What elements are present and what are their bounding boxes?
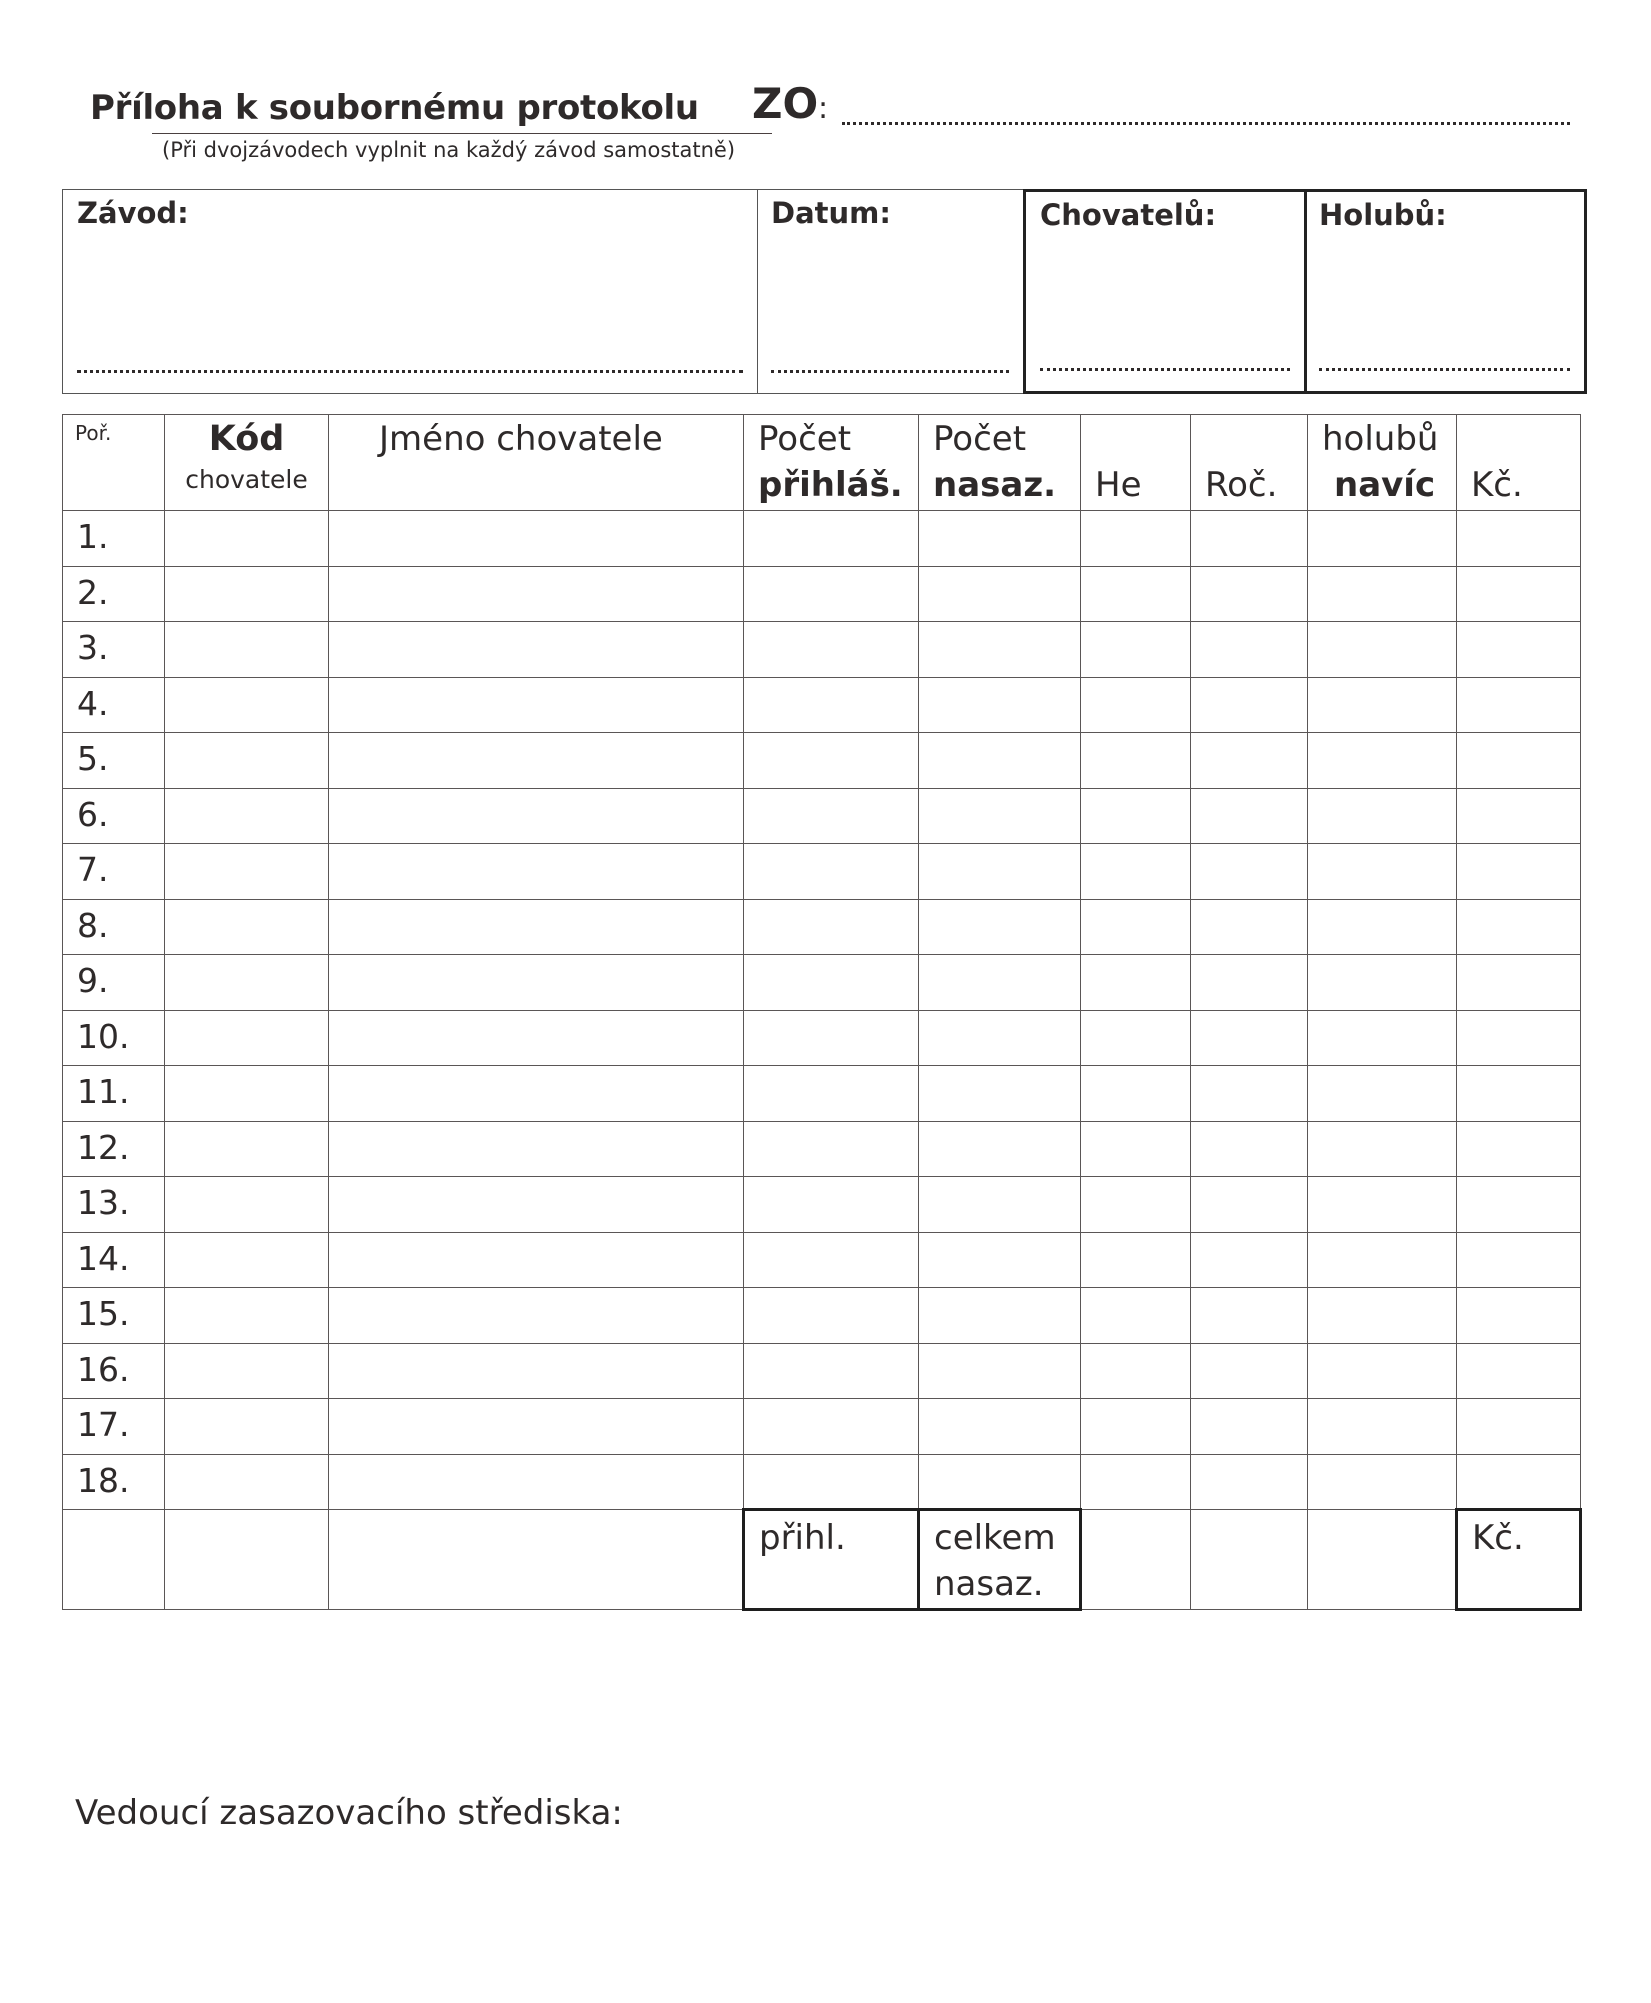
footer-cell <box>329 1510 744 1610</box>
cell-kod[interactable] <box>165 1121 329 1177</box>
cell-roc[interactable] <box>1191 788 1308 844</box>
cell-pocet-prihlas[interactable] <box>744 566 919 622</box>
cell-jmeno[interactable] <box>329 1454 744 1510</box>
cell-jmeno[interactable] <box>329 1121 744 1177</box>
cell-pocet-prihlas[interactable] <box>744 955 919 1011</box>
footer-celkem-nasaz-total[interactable]: celkem nasaz. <box>919 1510 1081 1610</box>
cell-kod[interactable] <box>165 511 329 567</box>
table-row <box>63 622 1581 678</box>
cell-kod[interactable] <box>165 1399 329 1455</box>
holubu-fill-line[interactable] <box>1319 368 1570 371</box>
cell-pocet-prihlas[interactable] <box>744 1288 919 1344</box>
cell-jmeno[interactable] <box>329 622 744 678</box>
cell-holubu-navic[interactable] <box>1308 677 1457 733</box>
row-number: 3. <box>63 622 165 678</box>
cell-pocet-prihlas[interactable] <box>744 788 919 844</box>
cell-pocet-prihlas[interactable] <box>744 1232 919 1288</box>
row-number: 7. <box>63 844 165 900</box>
cell-jmeno[interactable] <box>329 1010 744 1066</box>
row-number: 14. <box>63 1232 165 1288</box>
cell-kod[interactable] <box>165 1010 329 1066</box>
cell-roc[interactable] <box>1191 844 1308 900</box>
cell-he[interactable] <box>1081 1066 1191 1122</box>
cell-kod[interactable] <box>165 844 329 900</box>
cell-jmeno[interactable] <box>329 1066 744 1122</box>
footer-cell <box>1191 1510 1308 1610</box>
row-number: 10. <box>63 1010 165 1066</box>
cell-holubu-navic[interactable] <box>1308 1454 1457 1510</box>
cell-jmeno[interactable] <box>329 733 744 789</box>
cell-roc[interactable] <box>1191 955 1308 1011</box>
cell-kc[interactable] <box>1457 844 1581 900</box>
cell-kc[interactable] <box>1457 1177 1581 1233</box>
cell-holubu-navic[interactable] <box>1308 788 1457 844</box>
cell-kod[interactable] <box>165 733 329 789</box>
cell-he[interactable] <box>1081 788 1191 844</box>
table-row <box>63 844 1581 900</box>
table-row <box>63 1343 1581 1399</box>
col-header-holubu-navic: holubů navíc <box>1308 415 1457 511</box>
table-row <box>63 899 1581 955</box>
cell-jmeno[interactable] <box>329 955 744 1011</box>
cell-roc[interactable] <box>1191 1343 1308 1399</box>
col-header-jmeno: Jméno chovatele <box>329 415 744 511</box>
zavod-box[interactable] <box>62 189 758 394</box>
cell-jmeno[interactable] <box>329 511 744 567</box>
cell-kc[interactable] <box>1457 677 1581 733</box>
cell-pocet-prihlas[interactable] <box>744 844 919 900</box>
cell-pocet-nasaz[interactable] <box>919 1177 1081 1233</box>
cell-pocet-nasaz[interactable] <box>919 955 1081 1011</box>
cell-pocet-prihlas[interactable] <box>744 1343 919 1399</box>
cell-pocet-prihlas[interactable] <box>744 1010 919 1066</box>
table-row <box>63 1066 1581 1122</box>
breeders-table <box>62 414 1582 1611</box>
cell-jmeno[interactable] <box>329 899 744 955</box>
cell-roc[interactable] <box>1191 899 1308 955</box>
cell-jmeno[interactable] <box>329 788 744 844</box>
datum-fill-line[interactable] <box>771 370 1009 373</box>
cell-roc[interactable] <box>1191 677 1308 733</box>
form-header <box>90 79 1570 168</box>
cell-jmeno[interactable] <box>329 1288 744 1344</box>
row-number: 16. <box>63 1343 165 1399</box>
cell-pocet-nasaz[interactable] <box>919 566 1081 622</box>
cell-kc[interactable] <box>1457 622 1581 678</box>
zavod-fill-line[interactable] <box>77 370 743 373</box>
cell-holubu-navic[interactable] <box>1308 1232 1457 1288</box>
cell-roc[interactable] <box>1191 1177 1308 1233</box>
cell-kc[interactable] <box>1457 566 1581 622</box>
footer-prihl-total[interactable]: přihl. <box>744 1510 919 1610</box>
col-header-kc: Kč. <box>1457 415 1581 511</box>
cell-holubu-navic[interactable] <box>1308 1399 1457 1455</box>
cell-kc[interactable] <box>1457 1232 1581 1288</box>
cell-kc[interactable] <box>1457 1399 1581 1455</box>
cell-pocet-prihlas[interactable] <box>744 733 919 789</box>
datum-box[interactable] <box>757 189 1024 394</box>
table-row <box>63 1010 1581 1066</box>
cell-kod[interactable] <box>165 1454 329 1510</box>
cell-kc[interactable] <box>1457 1454 1581 1510</box>
col-header-kod: Kód chovatele <box>165 415 329 511</box>
table-row <box>63 566 1581 622</box>
col-header-por: Poř. <box>63 415 165 511</box>
cell-roc[interactable] <box>1191 1066 1308 1122</box>
cell-kc[interactable] <box>1457 899 1581 955</box>
col-header-pocet-nasaz: Počet nasaz. <box>919 415 1081 511</box>
cell-pocet-nasaz[interactable] <box>919 788 1081 844</box>
cell-holubu-navic[interactable] <box>1308 622 1457 678</box>
cell-he[interactable] <box>1081 1177 1191 1233</box>
cell-jmeno[interactable] <box>329 1177 744 1233</box>
col-header-he: He <box>1081 415 1191 511</box>
cell-he[interactable] <box>1081 622 1191 678</box>
cell-pocet-prihlas[interactable] <box>744 622 919 678</box>
col-header-roc: Roč. <box>1191 415 1308 511</box>
cell-pocet-nasaz[interactable] <box>919 622 1081 678</box>
datum-label: Datum: <box>771 196 891 230</box>
holubu-box[interactable] <box>1305 189 1587 394</box>
cell-holubu-navic[interactable] <box>1308 566 1457 622</box>
cell-he[interactable] <box>1081 677 1191 733</box>
cell-holubu-navic[interactable] <box>1308 844 1457 900</box>
table-row <box>63 511 1581 567</box>
footer-cell <box>165 1510 329 1610</box>
footer-cell <box>63 1510 165 1610</box>
race-info-section <box>62 189 1584 394</box>
form-title: Příloha k soubornému protokolu <box>90 88 699 128</box>
table-row <box>63 955 1581 1011</box>
cell-kc[interactable] <box>1457 733 1581 789</box>
cell-holubu-navic[interactable] <box>1308 955 1457 1011</box>
chovatelu-box[interactable] <box>1023 189 1307 394</box>
cell-he[interactable] <box>1081 955 1191 1011</box>
cell-he[interactable] <box>1081 1010 1191 1066</box>
cell-pocet-nasaz[interactable] <box>919 677 1081 733</box>
cell-jmeno[interactable] <box>329 844 744 900</box>
cell-kc[interactable] <box>1457 955 1581 1011</box>
cell-pocet-nasaz[interactable] <box>919 1066 1081 1122</box>
zo-colon: : <box>818 91 829 126</box>
form-subtitle: (Při dvojzávodech vyplnit na každý závod samostatně) <box>162 138 736 162</box>
cell-pocet-nasaz[interactable] <box>919 1399 1081 1455</box>
cell-jmeno[interactable] <box>329 1232 744 1288</box>
cell-holubu-navic[interactable] <box>1308 899 1457 955</box>
table-row <box>63 1454 1581 1510</box>
table-header-row <box>63 415 1581 511</box>
table-row <box>63 788 1581 844</box>
cell-roc[interactable] <box>1191 511 1308 567</box>
cell-he[interactable] <box>1081 844 1191 900</box>
table-body <box>63 511 1581 1510</box>
cell-pocet-prihlas[interactable] <box>744 677 919 733</box>
row-number: 4. <box>63 677 165 733</box>
cell-kod[interactable] <box>165 1177 329 1233</box>
cell-pocet-prihlas[interactable] <box>744 1177 919 1233</box>
row-number: 11. <box>63 1066 165 1122</box>
row-number: 17. <box>63 1399 165 1455</box>
row-number: 5. <box>63 733 165 789</box>
cell-roc[interactable] <box>1191 1232 1308 1288</box>
cell-holubu-navic[interactable] <box>1308 1288 1457 1344</box>
title-underline <box>152 133 772 134</box>
cell-pocet-nasaz[interactable] <box>919 844 1081 900</box>
zo-fill-line[interactable] <box>842 122 1570 125</box>
cell-kc[interactable] <box>1457 1343 1581 1399</box>
cell-kod[interactable] <box>165 1343 329 1399</box>
cell-he[interactable] <box>1081 1399 1191 1455</box>
table-row <box>63 1399 1581 1455</box>
cell-pocet-nasaz[interactable] <box>919 899 1081 955</box>
zo-label: ZO <box>752 79 819 128</box>
table-row <box>63 1288 1581 1344</box>
cell-roc[interactable] <box>1191 1121 1308 1177</box>
cell-jmeno[interactable] <box>329 1399 744 1455</box>
cell-he[interactable] <box>1081 1343 1191 1399</box>
cell-pocet-nasaz[interactable] <box>919 1232 1081 1288</box>
cell-roc[interactable] <box>1191 1288 1308 1344</box>
cell-holubu-navic[interactable] <box>1308 733 1457 789</box>
cell-kod[interactable] <box>165 1232 329 1288</box>
signature-label: Vedoucí zasazovacího střediska: <box>75 1793 623 1833</box>
cell-holubu-navic[interactable] <box>1308 1121 1457 1177</box>
cell-kc[interactable] <box>1457 788 1581 844</box>
table-row <box>63 733 1581 789</box>
cell-pocet-nasaz[interactable] <box>919 1288 1081 1344</box>
cell-roc[interactable] <box>1191 1010 1308 1066</box>
cell-roc[interactable] <box>1191 733 1308 789</box>
cell-jmeno[interactable] <box>329 677 744 733</box>
cell-pocet-prihlas[interactable] <box>744 1066 919 1122</box>
cell-holubu-navic[interactable] <box>1308 1177 1457 1233</box>
chovatelu-label: Chovatelů: <box>1040 198 1217 232</box>
table-footer-row <box>63 1510 1581 1610</box>
cell-roc[interactable] <box>1191 566 1308 622</box>
cell-pocet-prihlas[interactable] <box>744 1121 919 1177</box>
footer-kc-total[interactable]: Kč. <box>1457 1510 1581 1610</box>
table-row <box>63 677 1581 733</box>
cell-he[interactable] <box>1081 1232 1191 1288</box>
cell-roc[interactable] <box>1191 1399 1308 1455</box>
cell-kod[interactable] <box>165 622 329 678</box>
cell-pocet-prihlas[interactable] <box>744 511 919 567</box>
cell-kod[interactable] <box>165 1066 329 1122</box>
cell-pocet-nasaz[interactable] <box>919 1454 1081 1510</box>
table-row <box>63 1232 1581 1288</box>
cell-kod[interactable] <box>165 566 329 622</box>
cell-kod[interactable] <box>165 788 329 844</box>
footer-cell <box>1308 1510 1457 1610</box>
holubu-label: Holubů: <box>1319 198 1447 232</box>
cell-pocet-nasaz[interactable] <box>919 1343 1081 1399</box>
cell-holubu-navic[interactable] <box>1308 1343 1457 1399</box>
cell-jmeno[interactable] <box>329 1343 744 1399</box>
cell-pocet-nasaz[interactable] <box>919 733 1081 789</box>
row-number: 18. <box>63 1454 165 1510</box>
cell-he[interactable] <box>1081 511 1191 567</box>
cell-he[interactable] <box>1081 899 1191 955</box>
zavod-label: Závod: <box>77 196 189 230</box>
cell-kc[interactable] <box>1457 1121 1581 1177</box>
row-number: 1. <box>63 511 165 567</box>
cell-kod[interactable] <box>165 677 329 733</box>
cell-he[interactable] <box>1081 1454 1191 1510</box>
row-number: 12. <box>63 1121 165 1177</box>
cell-pocet-nasaz[interactable] <box>919 1121 1081 1177</box>
cell-roc[interactable] <box>1191 1454 1308 1510</box>
cell-he[interactable] <box>1081 1121 1191 1177</box>
cell-kod[interactable] <box>165 1288 329 1344</box>
cell-he[interactable] <box>1081 733 1191 789</box>
cell-pocet-prihlas[interactable] <box>744 1454 919 1510</box>
cell-pocet-prihlas[interactable] <box>744 899 919 955</box>
cell-roc[interactable] <box>1191 622 1308 678</box>
cell-pocet-nasaz[interactable] <box>919 1010 1081 1066</box>
cell-kod[interactable] <box>165 955 329 1011</box>
row-number: 15. <box>63 1288 165 1344</box>
cell-kc[interactable] <box>1457 1010 1581 1066</box>
cell-kc[interactable] <box>1457 1066 1581 1122</box>
row-number: 2. <box>63 566 165 622</box>
table-row <box>63 1121 1581 1177</box>
cell-pocet-nasaz[interactable] <box>919 511 1081 567</box>
col-header-pocet-prihlas: Počet přihláš. <box>744 415 919 511</box>
cell-he[interactable] <box>1081 566 1191 622</box>
cell-kod[interactable] <box>165 899 329 955</box>
cell-kc[interactable] <box>1457 1288 1581 1344</box>
table-row <box>63 1177 1581 1233</box>
row-number: 8. <box>63 899 165 955</box>
row-number: 6. <box>63 788 165 844</box>
cell-jmeno[interactable] <box>329 566 744 622</box>
cell-kc[interactable] <box>1457 511 1581 567</box>
row-number: 13. <box>63 1177 165 1233</box>
footer-cell <box>1081 1510 1191 1610</box>
cell-pocet-prihlas[interactable] <box>744 1399 919 1455</box>
cell-holubu-navic[interactable] <box>1308 1010 1457 1066</box>
chovatelu-fill-line[interactable] <box>1040 368 1290 371</box>
cell-holubu-navic[interactable] <box>1308 511 1457 567</box>
cell-holubu-navic[interactable] <box>1308 1066 1457 1122</box>
row-number: 9. <box>63 955 165 1011</box>
cell-he[interactable] <box>1081 1288 1191 1344</box>
